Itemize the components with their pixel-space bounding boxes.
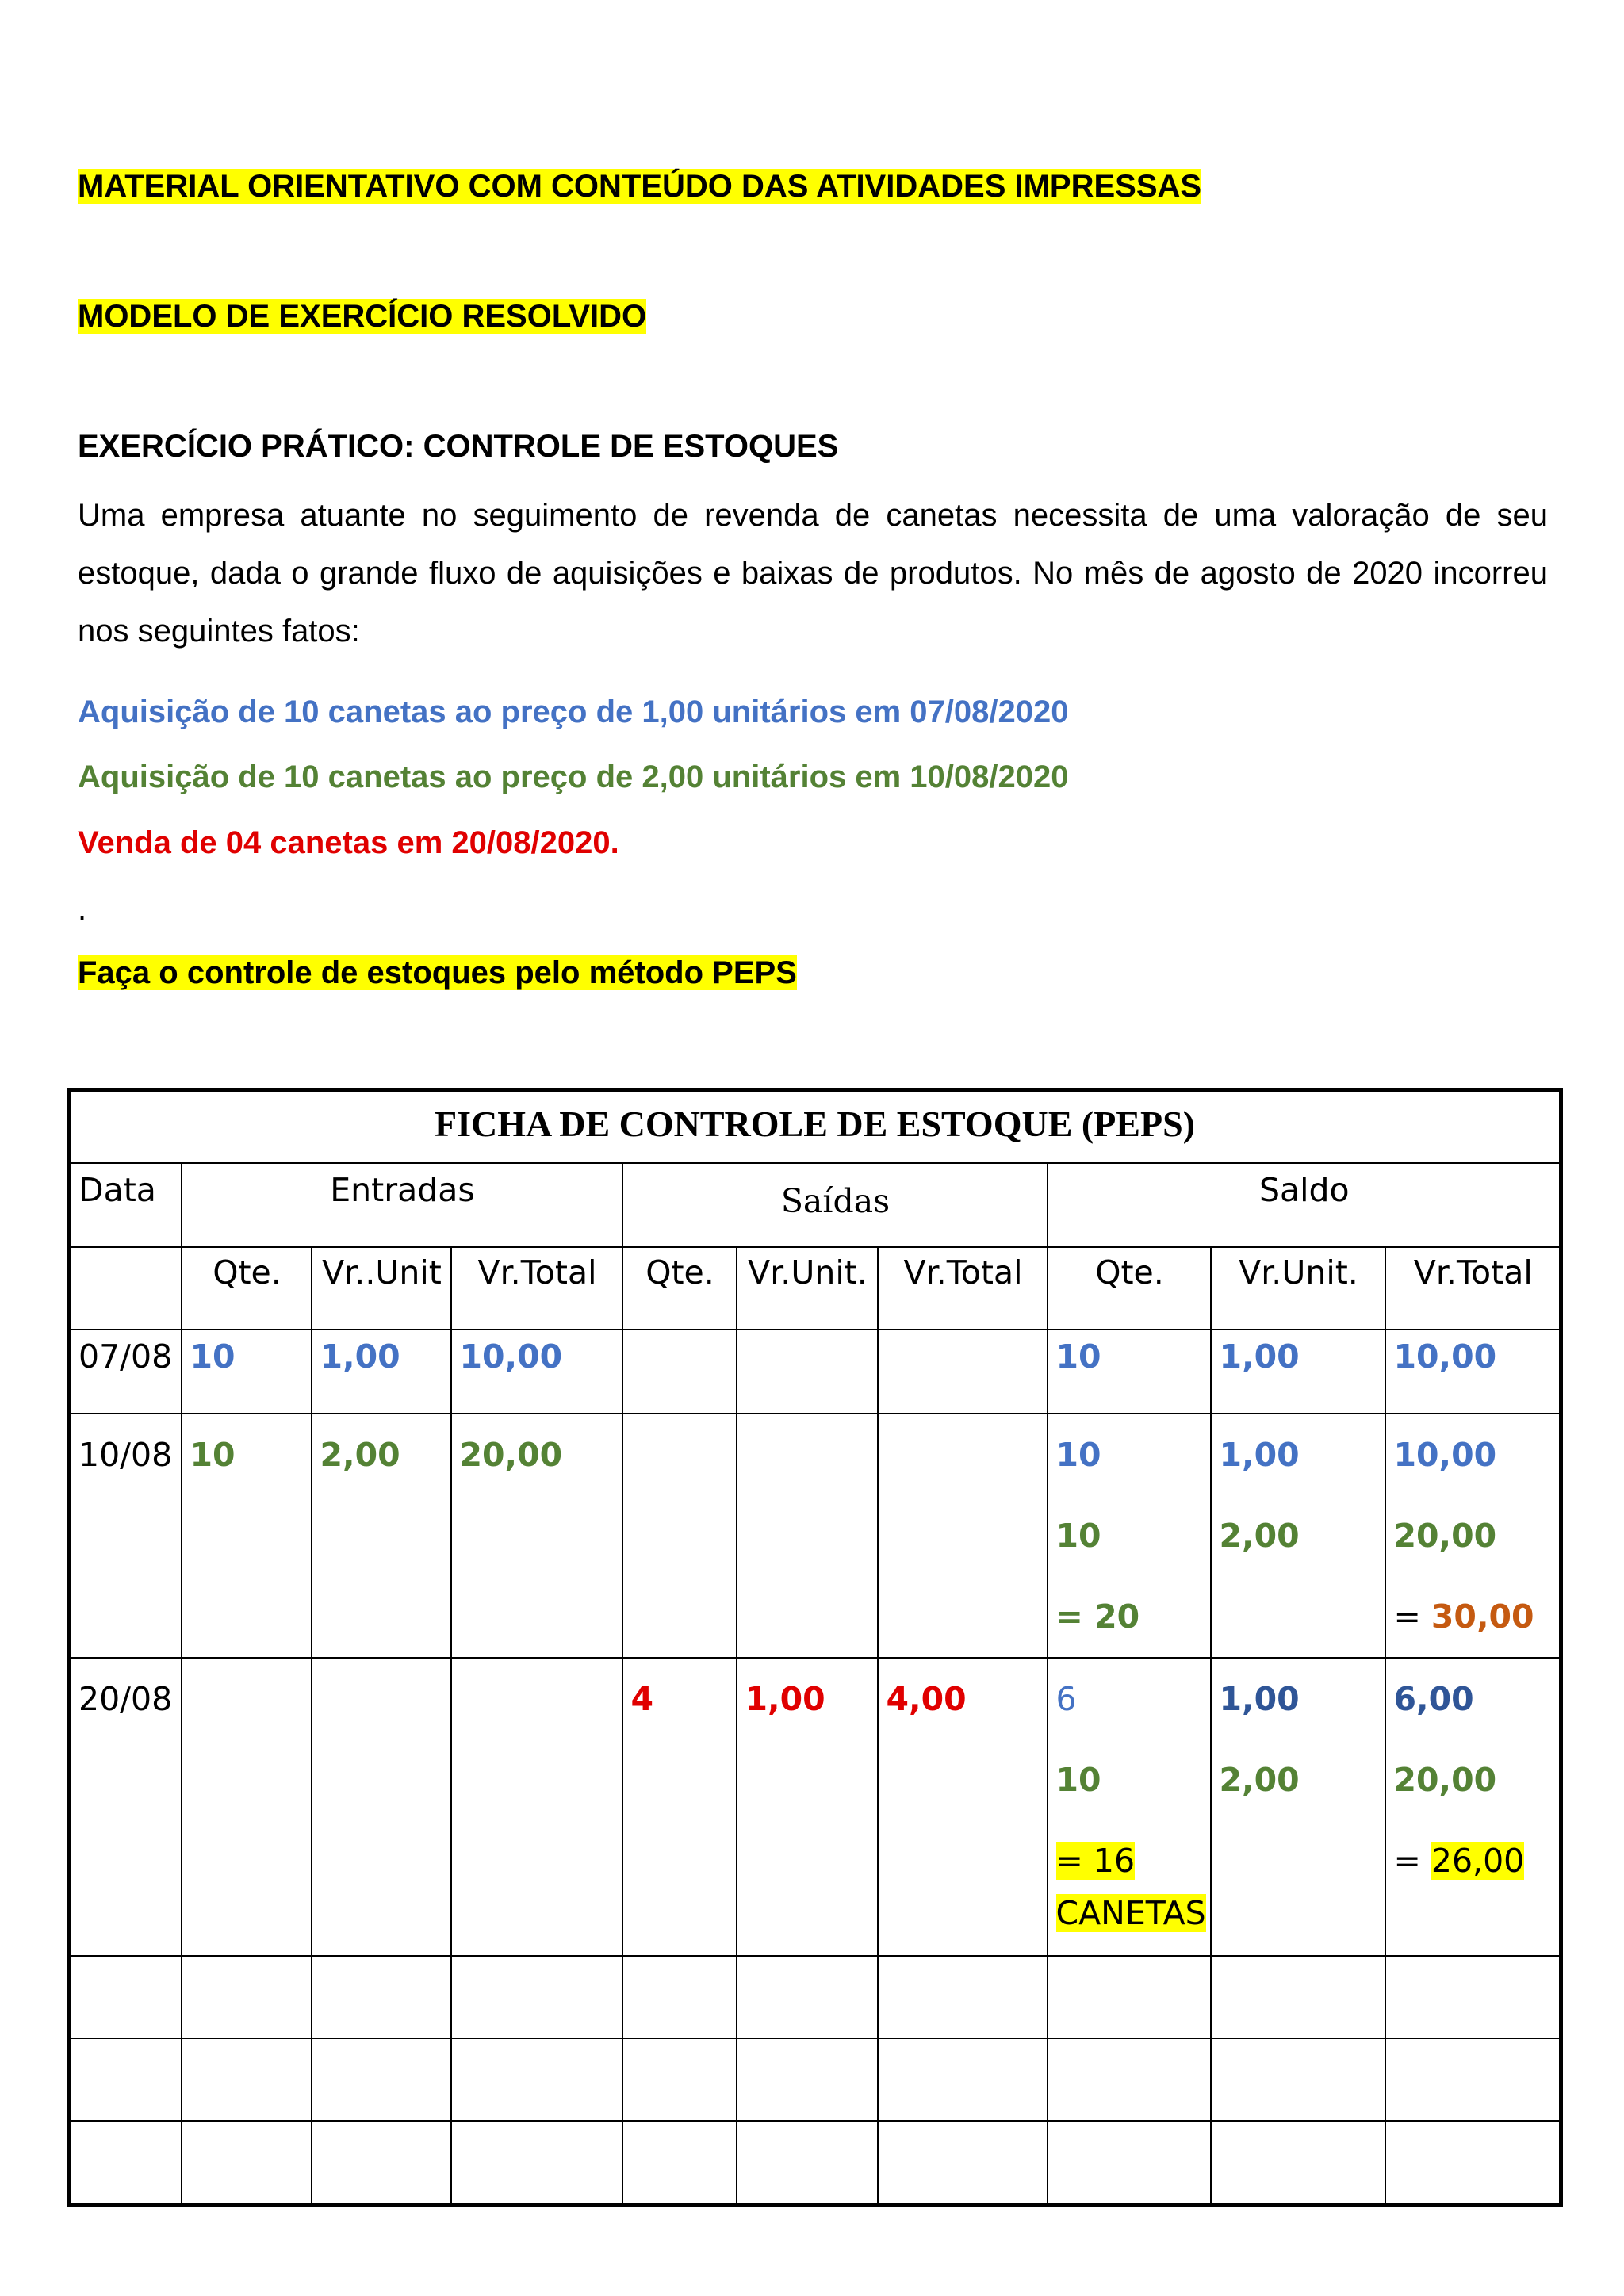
saldo-total-line-1: 10,00: [1393, 1435, 1497, 1474]
saldo-qte-line-2: 10: [1055, 1516, 1101, 1555]
equals-sign: =: [1393, 1841, 1431, 1880]
saidas-total: [878, 1658, 1048, 1956]
entradas-total: 10,00: [451, 1330, 622, 1414]
table-title: FICHA DE CONTROLE DE ESTOQUE (PEPS): [69, 1090, 1561, 1163]
row-date-text: 20/08: [79, 1679, 173, 1718]
row-date: [69, 1414, 182, 1658]
saldo-total-line-2: 20,00: [1393, 1516, 1497, 1555]
entradas-qte-value: 10: [190, 1435, 236, 1474]
saldo-unit-line-2: 2,00: [1219, 1516, 1300, 1555]
subheader-entradas-total: Vr.Total: [451, 1247, 622, 1330]
saidas-unit: [737, 1414, 878, 1658]
table-row: [69, 1658, 1561, 1956]
saldo-total: [1385, 1414, 1561, 1658]
entradas-unit: [312, 1658, 451, 1956]
saldo-qte-canetas: CANETAS: [1055, 1893, 1206, 1932]
saidas-unit-value: 1,00: [745, 1679, 825, 1718]
row-date-text: 10/08: [79, 1435, 173, 1474]
fact-3: Venda de 04 canetas em 20/08/2020.: [78, 825, 619, 860]
empty-table-row: [69, 2038, 1561, 2121]
entradas-unit: [312, 1414, 451, 1658]
saldo-unit-line-1: 1,00: [1219, 1679, 1300, 1718]
empty-table-row: [69, 1956, 1561, 2038]
saidas-qte: [622, 1330, 737, 1414]
saldo-qte-line-1: 6: [1055, 1679, 1077, 1718]
saldo-total: [1385, 1658, 1561, 1956]
saldo-total-sum-value: 30,00: [1431, 1597, 1534, 1636]
saldo-qte-sum: = 20: [1055, 1597, 1140, 1636]
saldo-unit-line-1: 1,00: [1219, 1435, 1300, 1474]
entradas-unit: 1,00: [312, 1330, 451, 1414]
entradas-qte: 10: [182, 1330, 312, 1414]
col-header-saidas: Saídas: [622, 1163, 1048, 1247]
saldo-unit: 1,00: [1211, 1330, 1385, 1414]
fact-1: Aquisição de 10 canetas ao preço de 1,00 unitários em 07/08/2020: [78, 695, 1069, 729]
dot-line: .: [78, 892, 87, 927]
table-row: [69, 1414, 1561, 1658]
saidas-total: [878, 1330, 1048, 1414]
fact-2: Aquisição de 10 canetas ao preço de 2,00 unitários em 10/08/2020: [78, 760, 1069, 794]
saldo-unit-line-2: 2,00: [1219, 1760, 1300, 1799]
entradas-qte: [182, 1658, 312, 1956]
saidas-qte: [622, 1414, 737, 1658]
subheader-entradas-qte: Qte.: [182, 1247, 312, 1330]
header-line-1: [78, 166, 1201, 206]
saidas-qte: [622, 1658, 737, 1956]
subheader-saldo-qte: Qte.: [1048, 1247, 1211, 1330]
subheader-saidas-qte: Qte.: [622, 1247, 737, 1330]
entradas-total: [451, 1414, 622, 1658]
saldo-qte-sum: [1056, 1820, 1204, 1939]
saidas-total-value: 4,00: [886, 1679, 967, 1718]
entradas-total-value: 20,00: [459, 1435, 563, 1474]
row-date: [69, 1658, 182, 1956]
header-line-1-text: MATERIAL ORIENTATIVO COM CONTEÚDO DAS ATIVIDADES IMPRESSAS: [78, 169, 1202, 204]
subheader-saidas-total: Vr.Total: [878, 1247, 1048, 1330]
col-header-entradas: Entradas: [182, 1163, 622, 1247]
saidas-unit: [737, 1330, 878, 1414]
subheader-entradas-unit: Vr..Unit: [312, 1247, 451, 1330]
subheader-saidas-unit: Vr.Unit.: [737, 1247, 878, 1330]
saidas-total: [878, 1414, 1048, 1658]
saldo-qte: 10: [1048, 1330, 1211, 1414]
row-date: 07/08: [69, 1330, 182, 1414]
saldo-total-sum: [1394, 1820, 1553, 1901]
saldo-qte: [1048, 1414, 1211, 1658]
saldo-qte-sum-text: = 16: [1055, 1841, 1136, 1880]
col-header-saldo: Saldo: [1048, 1163, 1561, 1247]
header-line-2: [78, 297, 646, 336]
exercise-paragraph: Uma empresa atuante no seguimento de revenda de canetas necessita de uma valoração de seu estoque, dada o grande fluxo de aquisições e baixas de produtos. No mês de agosto de 2020 incorreu nos seguintes fatos:: [78, 498, 1548, 649]
saldo-total: 10,00: [1385, 1330, 1561, 1414]
subheader-saldo-total: Vr.Total: [1385, 1247, 1561, 1330]
stock-control-table: [67, 1088, 1563, 2207]
instruction: [78, 953, 797, 993]
exercise-title: EXERCÍCIO PRÁTICO: CONTROLE DE ESTOQUES: [78, 429, 839, 464]
saldo-unit: [1211, 1658, 1385, 1956]
saldo-total-sum: [1394, 1576, 1553, 1657]
header-line-2-text: MODELO DE EXERCÍCIO RESOLVIDO: [78, 299, 647, 334]
saldo-total-sum-value: 26,00: [1431, 1841, 1525, 1880]
saldo-total-line-2: 20,00: [1393, 1760, 1497, 1799]
saidas-unit: [737, 1658, 878, 1956]
col-header-data: Data: [69, 1163, 182, 1247]
table-row: [69, 1330, 1561, 1414]
saidas-qte-value: 4: [630, 1679, 654, 1718]
saldo-unit: [1211, 1414, 1385, 1658]
equals-sign: =: [1393, 1597, 1431, 1636]
subheader-saldo-unit: Vr.Unit.: [1211, 1247, 1385, 1330]
subheader-empty: [69, 1247, 182, 1330]
saldo-qte-line-1: 10: [1055, 1435, 1101, 1474]
entradas-unit-value: 2,00: [320, 1435, 400, 1474]
entradas-qte: [182, 1414, 312, 1658]
entradas-total: [451, 1658, 622, 1956]
saldo-qte-line-2: 10: [1055, 1760, 1101, 1799]
saldo-qte: [1048, 1658, 1211, 1956]
empty-table-row: [69, 2121, 1561, 2205]
instruction-text: Faça o controle de estoques pelo método PEPS: [78, 955, 797, 990]
saldo-total-line-1: 6,00: [1393, 1679, 1474, 1718]
